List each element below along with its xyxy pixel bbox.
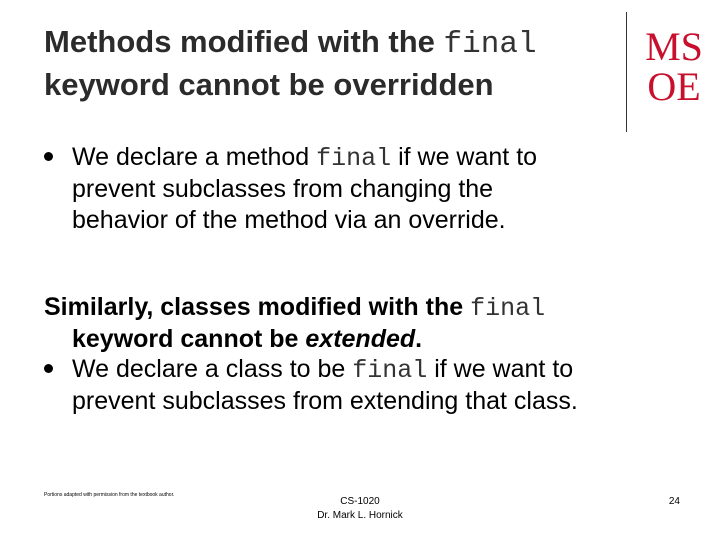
paragraph-code-keyword: final — [470, 294, 546, 323]
paragraph-line1 — [44, 292, 684, 324]
paragraph-line2-suffix: . — [415, 325, 423, 353]
paragraph-line2-prefix: keyword cannot be — [72, 325, 306, 353]
logo-text-top: MS — [645, 24, 703, 69]
logo-text-bottom: OE — [647, 64, 701, 106]
msoe-logo — [633, 22, 715, 106]
title-line-2: keyword cannot be overridden — [44, 67, 494, 102]
bullet1-code-keyword: final — [316, 144, 392, 173]
bullet2-prefix: We declare a class to be — [72, 355, 353, 383]
paragraph-line2 — [44, 324, 684, 355]
bullet-dot-icon — [44, 364, 53, 373]
bullet-dot-icon — [44, 152, 53, 161]
title-line1-text: Methods modified with the — [44, 24, 444, 59]
bullet2-code-keyword: final — [352, 356, 428, 385]
page-number: 24 — [668, 496, 680, 507]
header-divider — [626, 12, 627, 132]
bullet2-line1 — [72, 354, 684, 386]
footer-author: Dr. Mark L. Hornick — [317, 510, 403, 521]
bullet2-line2: prevent subclasses from extending that class. — [72, 387, 578, 415]
footer-attribution: Portions adapted with permission from the textbook author. — [44, 492, 175, 498]
paragraph-class-final — [44, 292, 684, 355]
bullet-text — [72, 354, 684, 417]
bullet1-line1 — [72, 142, 684, 174]
bullet1-prefix: We declare a method — [72, 143, 317, 171]
paragraph-prefix: Similarly, classes modified with the — [44, 293, 471, 321]
bullet-class-final — [44, 354, 684, 417]
msoe-logo-icon — [633, 22, 715, 106]
footer-course: CS-1020 — [340, 496, 380, 507]
bullet1-line2: prevent subclasses from changing the — [72, 175, 494, 203]
bullet-text — [72, 142, 684, 236]
bullet1-line3: behavior of the method via an override. — [72, 206, 506, 234]
title-code-keyword: final — [443, 27, 537, 62]
paragraph-emphasis: extended — [305, 325, 416, 353]
bullet1-suffix: if we want to — [391, 143, 538, 171]
bullet2-suffix: if we want to — [427, 355, 574, 383]
title-line-1 — [44, 22, 624, 65]
slide-title — [44, 22, 624, 105]
footer-course-info — [290, 495, 430, 523]
bullet-method-final — [44, 142, 684, 236]
